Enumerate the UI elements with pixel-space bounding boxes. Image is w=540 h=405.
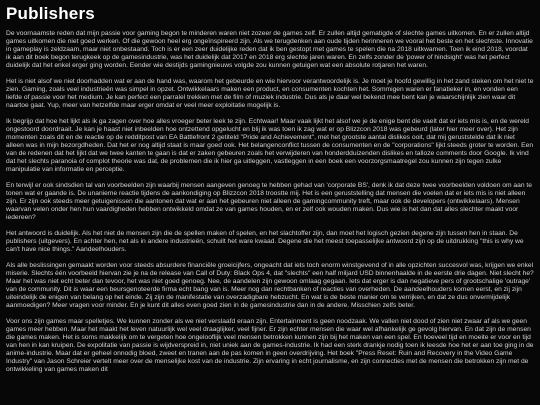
paragraph: Het is niet alsof we niet doorhadden wat er aan de hand was, waarom het gebeurde en wie hiervoor verantwoordelijk is. Je moet je hoofd gewillig in het zand steken om het niet te zien. Gaming, zoals veel industrieën was simpel in opzet. Ontwikkelaars maken een product, en consumenten kochten het. Sommigen waren er fanatieker in, en vonden een liefde of passie voor het medium. Je kan perfect een parralel trekken met de film of muziek industrie. Dus als je daar wel bekend mee bent kan je waarschijnlijk zien waar dit naartoe gaat. Yup, meer van hetzelfde maar erger omdat er veel meer exploitatie mogelijk is. bbox=[6, 78, 534, 109]
paragraph: Het antwoord is duidelijk. Als het niet de mensen zijn die de spellen maken of spelen, en het slachtoffer zijn, dan moet het logisch gezien degene zijn tussen hen in staan. De publishers (uitgevers). En achter hen, net als in andere industrieën, schuilt het ware kwaad. Degene die het meest toepasselijke antwoord zijn op de uitdrukking "this is why we can't have nice things." Aandeelhouders. bbox=[6, 230, 524, 253]
paragraph: De voornaamste reden dat mijn passie voor gaming begon te minderen waren niet zozeer de games zelf. Er zullen altijd gematigde of slechte games uitkomen. En er zullen altijd games uitkomen die niet goed werken. Of die gewoon heel erg ongeïnspireerd zijn. Als we terugdenken aan oude tijden herinneren we vooral het beste en het slechtste. Innovatie in gameplay is zeldzaam, maar niet onbestaand. Toch is er een zeer duidelijke reden dat ik ben gestopt met games te spelen die na 2018 uitkwamen. Toen ik eind 2018, voordat ik aan dit boek begon terugkeek op de gamesindustrie, was het duidelijk dat 2017 en 2018 erg slechte jaren waren. En zelfs zonder de 'power of hindsight' was het perfect duidelijk dat het enkel erger ging worden. Eender wie destijds gamingnieuws volgde zou kunnen getuigen wat een absolute rotjaren het waren. bbox=[6, 30, 533, 69]
page-title: Publishers bbox=[6, 4, 95, 23]
paragraph: Voor ons zijn games maar spelletjes. We kunnen zonder als we niet verslaafd eraan zijn. Entertainment is geen noodzaak. We vallen niet dood of zien niet zwaar af als we geen games meer hebben. Maar het maakt het leven natuurlijk wel veel draaglijker, veel fijner. Er zijn echter mensen die waar wel afhankelijk ge gevolg hiervan. En dat zijn de mensen die games maken. Het is soms makkelijk om te vergeten hoe ongelooflijk veel mensen betrokken kunnen zijn bij het maken van een spel. En hoeveel tijd en moeite er voor en tijd van hen in kan kruipen. De expolitatie van passie is wijdverspreid in, niet uniek aan de games-industrie. Ik had een sterk drankje nodig toen ik leesde hoe het er aan toe ging in de anime-industrie. Maar dat er geheel onnodig bloed, zweet en tranen aan de pas komen in geen overdrijving. Het boek "Press Reset: Ruin and Recovery in the Video Game Industry" van Jason Schreier vertelt meer over de menselijke kost van de industrie. Zijn ervaring in echt journalisme, en zijn connecties met de mensen die betrokken zijn met de ontwikkeling van games maken dit bbox=[6, 318, 534, 373]
paragraph: Ik begrijp dat hoe het lijkt als ik ga zagen over hoe alles vroeger beter leek te zijn. Echtwaar! Maar vaak lijkt het alsof we je de enige bent die vaelt dat er iets mis is, en de wereld ongestoord doordraait. Je kan je haast niet inbeelden hoe ontzettend opgelucht en blij ik was toen ik zag wat er op Blizzcon 2018 was gebeurd (later hier meer over). Het zijn momenten zoals dit en de reactie op de redditpost van EA Battlefront 2 getiteld "Pride and Achievement", met het grootste aantal dislikes ooit, dat mij geruststelde dat ik niet alleen was in mijn bezorgdheden. Dat het er nog altijd staat is maar goed ook. Het belangenconflict tussen de consumenten en de "corporations" lijkt steeds groter te worden. Een van de redenen dat het lijkt dat we twee kanten te gaan is dat er zaken gebeuren zoals het verwijderen van honderdduizenden dislikes en talloze comments door Google. Ik vind dat het slechts paranoia of complot theorie was dat, de problemen die ik hier ga uitleggen, vastleggen in een boek een voorzorgsmaatregel zou kunnen zijn tegen zulke manipulatie van informatie en perceptie. bbox=[6, 118, 534, 173]
paragraph: En terwijl er ook sindsdien tal van voorbeelden zijn waarbij mensen aangeven genoeg te hebben gehad van 'corporate BS', denk ik dat deze twee voorbeelden voldoen om aan te tonen wat er gaande is. De unanieme reactie tijdens de aankondiging op Blizzcon 2018 troostte mij. Het is een geruststelling dat mensen die voelen dat er iets mis is niet alleen zijn. Er zijn ook steeds meer getuigenissen die aantonen dat wat er aan het gebeuren niet alleen de gamingcommunity treft, maar ook de developers (ontwikkelaars). Mensen waarvan velen onder hen hun vaardigheden hebben ontwikkeld omdat ze van games houden, en er zelf ook wouden maken. Dus wie is het dan dat alles slechter maakt voor iedereen? bbox=[6, 182, 533, 221]
paragraph: Als alle beslissingen gemaakt worden voor steeds absurdere financiële groeicijfers, ongeacht dat iets toch enorm winstgevend of in alle opzichten succesvol was, krijgen we enkel miserie. Slechts één voorbeeld hiervan zie je na de release van Call of Duty: Black Ops 4, dat "slechts" een half miljard USD binnenhaalde in de eerste drie dagen. Niet slecht he? Maar het was niet echt beter dan tevoor, het was niet goed genoeg. Nee, de aandelen zijn gewoon omlaag gegaan. Iets dat erger is dan negatieve pers of grootschalige 'outrage' van de community. Dit is waar een beursgenoteerde firma echt bang van is. Meer nog dan rechtbanken of reacties van overheden. De aandeelhouders komen eerst, en zij zijn uiteindelijk de enigen van belang op het einde. Zij zijn de manifestatie van overzadigbare hebzucht. En wat is de beste manier om te verrijken, en dat ze dus onvermijdelijk aanmoedigen? Meer vragen voor minder. En je kunt dit alles even goed zien in de gamesindustrie dan in de andere. Misschien zelfs beter. bbox=[6, 262, 534, 309]
